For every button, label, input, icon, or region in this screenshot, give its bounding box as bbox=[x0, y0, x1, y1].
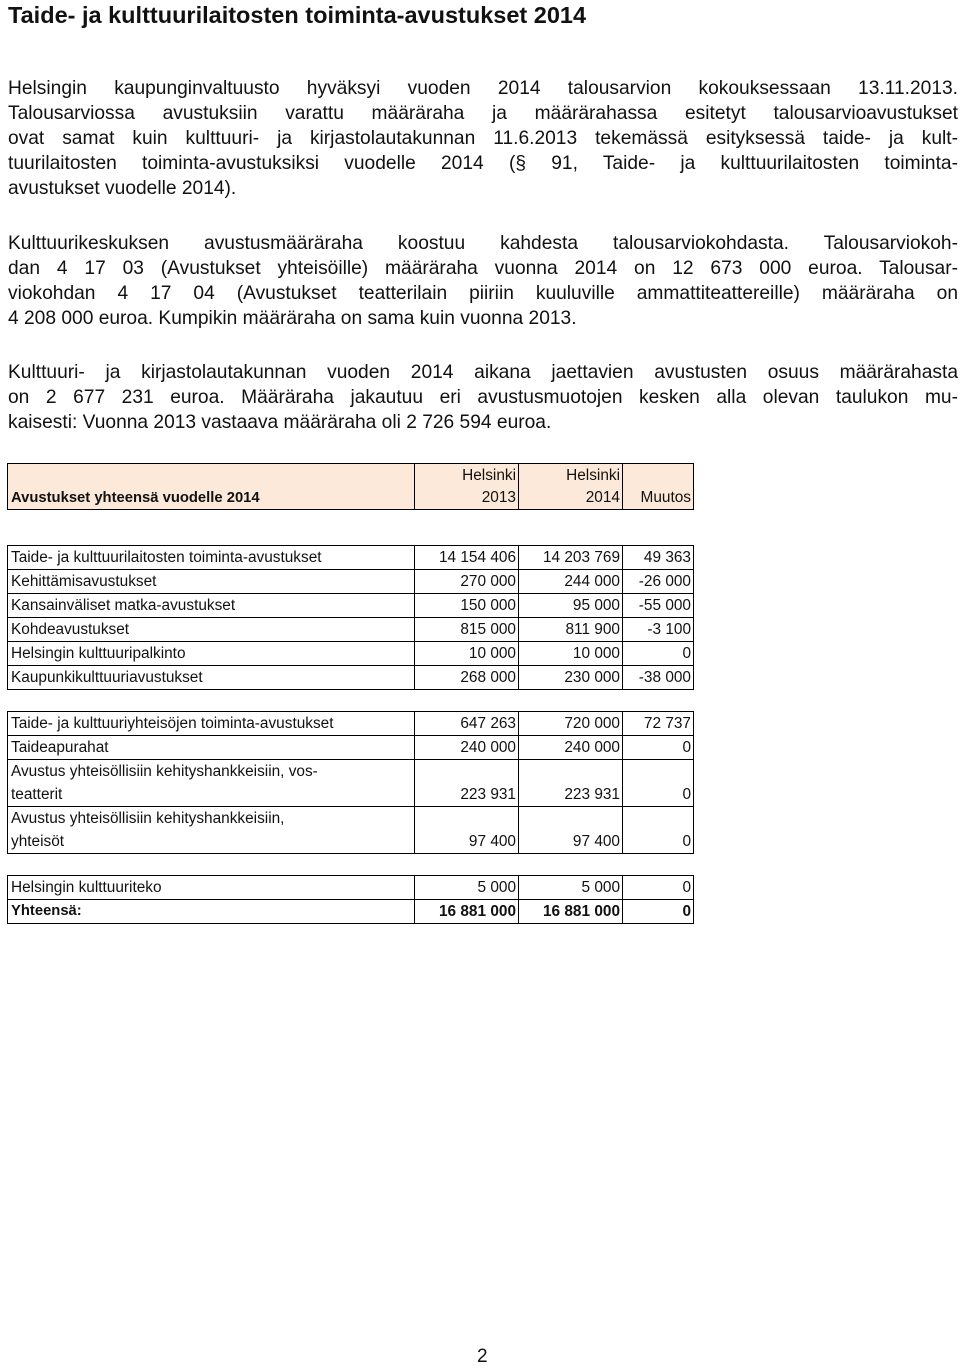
total-row bbox=[8, 900, 694, 924]
row-change: 0 bbox=[623, 736, 694, 760]
text-line: 4 208 000 euroa. Kumpikin määräraha on sama kuin vuonna 2013. bbox=[8, 308, 577, 329]
row-2014: 10 000 bbox=[519, 642, 623, 666]
header-2013 bbox=[415, 464, 519, 510]
spacer-row bbox=[8, 510, 694, 546]
row-2013: 10 000 bbox=[415, 642, 519, 666]
row-label: Helsingin kulttuuripalkinto bbox=[8, 642, 415, 666]
text-line: Helsingin kaupunginvaltuusto hyväksyi vuoden 2014 talousarvion kokouksessaan 13.11.2013. bbox=[8, 78, 958, 99]
total-2014: 16 881 000 bbox=[519, 900, 623, 924]
table-row bbox=[8, 642, 694, 666]
row-2013: 815 000 bbox=[415, 618, 519, 642]
row-label: Helsingin kulttuuriteko bbox=[8, 876, 415, 900]
text-line: on 2 677 231 euroa. Määräraha jakautuu eri avustusmuotojen kesken alla olevan taulukon mu- bbox=[8, 387, 958, 408]
total-2013: 16 881 000 bbox=[415, 900, 519, 924]
row-change: -38 000 bbox=[623, 666, 694, 690]
row-2013: 5 000 bbox=[415, 876, 519, 900]
header-2014 bbox=[519, 464, 623, 510]
row-label-line: teatterit bbox=[11, 786, 63, 803]
row-2014: 240 000 bbox=[519, 736, 623, 760]
total-change: 0 bbox=[623, 900, 694, 924]
row-2014: 230 000 bbox=[519, 666, 623, 690]
table-row bbox=[8, 876, 694, 900]
row-label bbox=[8, 760, 415, 807]
text-line: tuurilaitosten toiminta-avustuksiksi vuodelle 2014 (§ 91, Taide- ja kulttuurilaitosten toiminta- bbox=[8, 153, 958, 174]
text-line: dan 4 17 03 (Avustukset yhteisöille) määräraha vuonna 2014 on 12 673 000 euroa. Talousar- bbox=[8, 258, 958, 279]
text-line: avustukset vuodelle 2014). bbox=[8, 178, 237, 199]
row-change: 0 bbox=[623, 642, 694, 666]
grants-table bbox=[7, 463, 694, 924]
row-label-line: Avustus yhteisöllisiin kehityshankkeisiin, bbox=[11, 810, 285, 827]
text-line: Talousarviossa avustuksiin varattu määräraha ja määrärahassa esitetyt talousarvioavustukset bbox=[8, 103, 958, 124]
header-2014-city: Helsinki bbox=[566, 467, 620, 484]
row-2013: 223 931 bbox=[415, 760, 519, 807]
row-label: Kehittämisavustukset bbox=[8, 570, 415, 594]
row-2013: 14 154 406 bbox=[415, 546, 519, 570]
table-row bbox=[8, 666, 694, 690]
text-line: Kulttuuri- ja kirjastolautakunnan vuoden 2014 aikana jaettavien avustusten osuus määrärahasta bbox=[8, 362, 958, 383]
row-label-line: yhteisöt bbox=[11, 833, 65, 850]
row-label: Kaupunkikulttuuriavustukset bbox=[8, 666, 415, 690]
spacer-row bbox=[8, 690, 694, 712]
row-2013: 268 000 bbox=[415, 666, 519, 690]
row-2014: 244 000 bbox=[519, 570, 623, 594]
total-label: Yhteensä: bbox=[8, 900, 415, 924]
header-change: Muutos bbox=[623, 464, 694, 510]
row-2013: 240 000 bbox=[415, 736, 519, 760]
text-line: Kulttuurikeskuksen avustusmääräraha koostuu kahdesta talousarviokohdasta. Talousarviokoh- bbox=[8, 233, 958, 254]
spacer-row bbox=[8, 854, 694, 876]
table-row bbox=[8, 546, 694, 570]
row-2013: 647 263 bbox=[415, 712, 519, 736]
row-2014: 811 900 bbox=[519, 618, 623, 642]
page-number: 2 bbox=[477, 1346, 488, 1367]
table-row bbox=[8, 594, 694, 618]
allocation-paragraph bbox=[8, 360, 958, 435]
row-change: 0 bbox=[623, 876, 694, 900]
row-2014: 95 000 bbox=[519, 594, 623, 618]
header-label: Avustukset yhteensä vuodelle 2014 bbox=[8, 464, 415, 510]
row-label: Taideapurahat bbox=[8, 736, 415, 760]
row-label: Taide- ja kulttuuriyhteisöjen toiminta-avustukset bbox=[8, 712, 415, 736]
row-2014: 5 000 bbox=[519, 876, 623, 900]
text-line: ovat samat kuin kulttuuri- ja kirjastolautakunnan 11.6.2013 tekemässä esityksessä taide- ja kult- bbox=[8, 128, 958, 149]
table-row bbox=[8, 807, 694, 854]
row-change: -3 100 bbox=[623, 618, 694, 642]
row-2014: 97 400 bbox=[519, 807, 623, 854]
row-change: 72 737 bbox=[623, 712, 694, 736]
table-row bbox=[8, 570, 694, 594]
row-change: 49 363 bbox=[623, 546, 694, 570]
table-header-row bbox=[8, 464, 694, 510]
row-2014: 223 931 bbox=[519, 760, 623, 807]
table-row bbox=[8, 760, 694, 807]
header-2013-city: Helsinki bbox=[462, 467, 516, 484]
intro-paragraph bbox=[8, 76, 958, 201]
row-label: Kohdeavustukset bbox=[8, 618, 415, 642]
row-2014: 720 000 bbox=[519, 712, 623, 736]
row-change: -26 000 bbox=[623, 570, 694, 594]
row-2013: 150 000 bbox=[415, 594, 519, 618]
header-2013-year: 2013 bbox=[481, 489, 516, 506]
row-2014: 14 203 769 bbox=[519, 546, 623, 570]
budget-paragraph bbox=[8, 231, 958, 331]
row-change: 0 bbox=[623, 807, 694, 854]
row-label: Kansainväliset matka-avustukset bbox=[8, 594, 415, 618]
row-change: -55 000 bbox=[623, 594, 694, 618]
row-change: 0 bbox=[623, 760, 694, 807]
text-line: viokohdan 4 17 04 (Avustukset teatterilain piiriin kuuluville ammattiteattereille) määräraha on bbox=[8, 283, 958, 304]
table-row bbox=[8, 618, 694, 642]
row-2013: 270 000 bbox=[415, 570, 519, 594]
page-title: Taide- ja kulttuurilaitosten toiminta-avustukset 2014 bbox=[8, 2, 587, 28]
row-label: Taide- ja kulttuurilaitosten toiminta-avustukset bbox=[8, 546, 415, 570]
row-label-line: Avustus yhteisöllisiin kehityshankkeisiin, vos- bbox=[11, 763, 318, 780]
header-2014-year: 2014 bbox=[585, 489, 620, 506]
row-label bbox=[8, 807, 415, 854]
table-row bbox=[8, 736, 694, 760]
row-2013: 97 400 bbox=[415, 807, 519, 854]
table-row bbox=[8, 712, 694, 736]
text-line: kaisesti: Vuonna 2013 vastaava määräraha oli 2 726 594 euroa. bbox=[8, 412, 552, 433]
